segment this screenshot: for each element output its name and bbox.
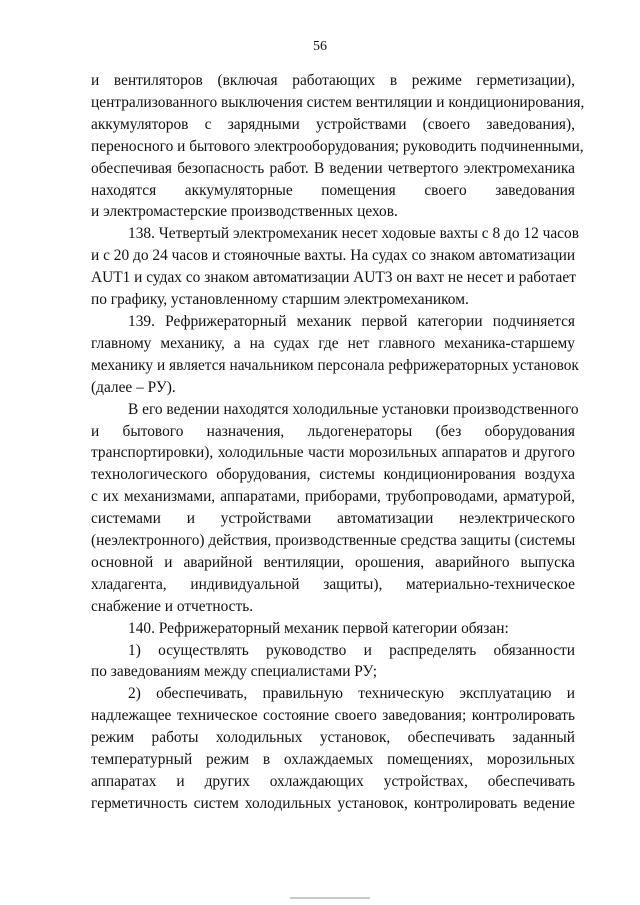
text-line: 139. Рефрижераторный механик первой категории подчиняется (128, 312, 575, 330)
text-line: 2) обеспечивать, правильную техническую эксплуатацию и (128, 685, 575, 703)
paragraph (91, 618, 575, 640)
text-line: основной и аварийной вентиляции, орошения, аварийного выпуска (91, 553, 575, 571)
text-line: 1) осуществлять руководство и распределять обязанности (128, 641, 575, 659)
text-line: 140. Рефрижераторный механик первой категории обязан: (128, 619, 509, 637)
paragraph (91, 311, 579, 399)
text-line: и вентиляторов (включая работающих в режиме герметизации), (91, 72, 575, 89)
text-line: В его ведении находятся холодильные установки производственного (128, 400, 579, 418)
text-line: по заведованиям между специалистами РУ; (91, 663, 378, 681)
paragraph (91, 640, 575, 684)
text-line: снабжение и отчетность. (91, 597, 254, 615)
document-body (91, 70, 585, 815)
text-line: с их механизмами, аппаратами, приборами, трубопроводами, арматурой, (91, 488, 575, 506)
text-line: режим работы холодильных установок, обеспечивать заданный (91, 729, 575, 747)
text-line: механику и является начальником персонала рефрижераторных установок (91, 356, 579, 374)
text-line: и с 20 до 24 часов и стояночные вахты. На судах со знаком автоматизации (91, 247, 576, 265)
text-line: хладагента, индивидуальной защиты), материально-техническое (91, 575, 575, 593)
paragraph (91, 399, 579, 618)
text-line: и бытового назначения, льдогенераторы (без оборудования (91, 422, 575, 440)
text-line: аккумуляторов с зарядными устройствами (своего заведования), (91, 115, 575, 133)
text-line: надлежащее техническое состояние своего заведования; контролировать (91, 707, 575, 725)
paragraph (91, 223, 579, 311)
text-line: (далее – РУ). (91, 378, 176, 396)
text-line: аппаратах и других охлаждающих устройствах, обеспечивать (91, 773, 575, 790)
text-line: и электромастерские производственных цехов. (91, 203, 398, 221)
text-line: транспортировки), холодильные части морозильных аппаратов и другого (91, 444, 575, 462)
text-line: (неэлектронного) действия, производственные средства защиты (системы (91, 532, 576, 550)
paragraph (91, 683, 575, 814)
paragraph (91, 70, 585, 223)
text-line: находятся аккумуляторные помещения своего заведования (91, 181, 575, 199)
text-line: по графику, установленному старшим электромехаником. (91, 291, 469, 309)
text-line: обеспечивая безопасность работ. В ведении четвертого электромеханика (91, 159, 575, 177)
scan-artifact (290, 897, 370, 899)
text-line: технологического оборудования, системы кондиционирования воздуха (91, 466, 575, 484)
text-line: 138. Четвертый электромеханик несет ходовые вахты с 8 до 12 часов (128, 225, 579, 243)
text-line: температурный режим в охлаждаемых помещениях, морозильных (91, 751, 575, 769)
text-line: герметичность систем холодильных установок, контролировать ведение (91, 794, 575, 812)
text-line: переносного и бытового электрооборудования; руководить подчиненными, (91, 137, 584, 155)
text-line: AUT1 и судах со знаком автоматизации AUT3 он вахт не несет и работает (91, 269, 576, 287)
text-line: системами и устройствами автоматизации неэлектрического (91, 510, 575, 528)
text-line: централизованного выключения систем вентиляции и кондиционирования, (91, 93, 585, 111)
text-line: главному механику, а на судах где нет главного механика-старшему (91, 334, 575, 352)
page-number: 56 (313, 39, 327, 54)
